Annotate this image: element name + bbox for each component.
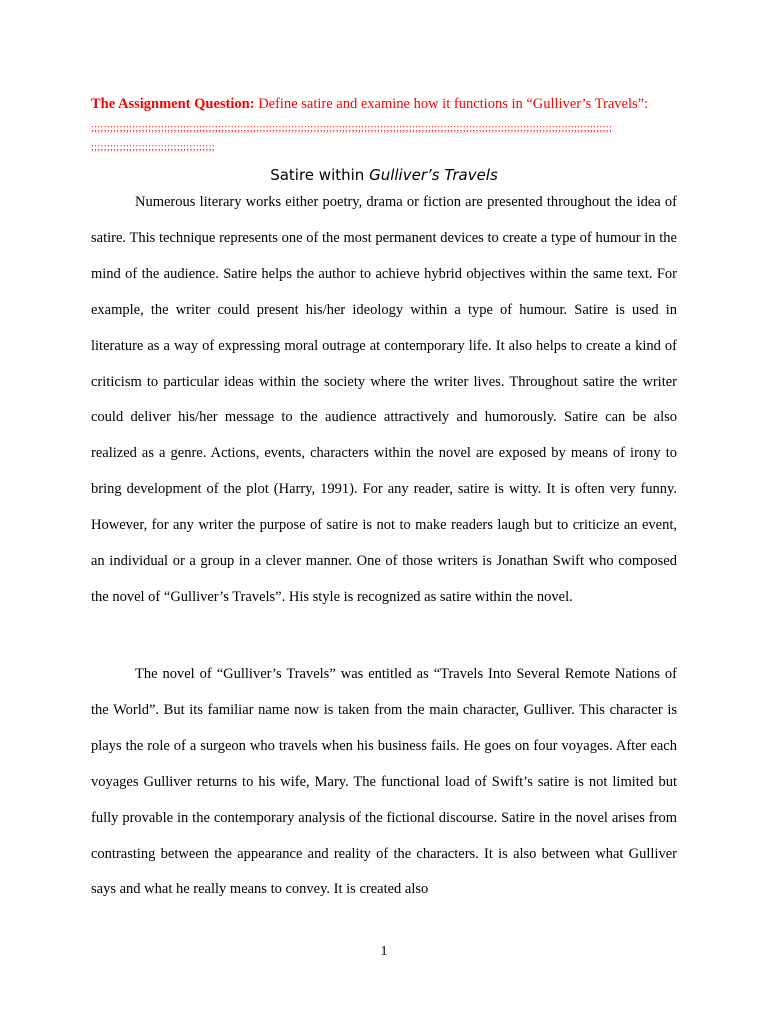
section-heading (0, 165, 768, 185)
assignment-question (91, 95, 681, 113)
page-number: 1 (380, 944, 388, 959)
body-paragraph-1: Numerous literary works either poetry, drama or fiction are presented throughout the idea of satire. This technique represents one of the most permanent devices to create a type of humour in the mind of the audience. Satire helps the author to achieve hybrid objectives within the same text. For example, the writer could present his/her ideology within a type of humour. Satire is used in literature as a way of expressing moral outrage at contemporary life. It also helps to create a kind of criticism to particular ideas within the society where the writer lives. Throughout satire the writer could deliver his/her message to the audience attractively and humorously. Satire can be also realized as a genre. Actions, events, characters within the novel are exposed by means of irony to bring development of the plot (Harry, 1991). For any reader, satire is witty. It is often very funny. However, for any writer the purpose of satire is not to make readers laugh but to criticize an event, an individual or a group in a clever manner. One of those writers is Jonathan Swift who composed the novel of “Gulliver’s Travels”. His style is recognized as satire within the novel. (91, 194, 677, 605)
section-heading-title: Gulliver’s Travels (369, 166, 498, 184)
separator-line-2: ;;;;;;;;;;;;;;;;;;;;;;;;;;;;;;;;;;;;;;; (91, 143, 215, 153)
section-heading-prefix: Satire within (270, 166, 370, 184)
separator-line-1: ;;;;;;;;;;;;;;;;;;;;;;;;;;;;;;;;;;;;;;;;;;;;;;;;;;;;;;;;;;;;;;;;;;;;;;;;;;;;;;;;;;;;;;;;;;;;;;;;;;;;;;;;;;;;;;;;;;;;;;;;;;;;;;;;;;;;;;;;;;;;;;;;;;;;;;;;;;;;;;;;;;;; (91, 124, 613, 134)
body-paragraph-2: The novel of “Gulliver’s Travels” was entitled as “Travels Into Several Remote Nations of the World”. But its familiar name now is taken from the main character, Gulliver. This character is plays the role of a surgeon who travels when his business fails. He goes on four voyages. After each voyages Gulliver returns to his wife, Mary. The functional load of Swift’s satire is not limited but fully provable in the contemporary analysis of the fictional discourse. Satire in the novel arises from contrasting between the appearance and reality of the characters. It is also between what Gulliver says and what he really means to convey. It is created also (91, 666, 677, 898)
assignment-question-text: Define satire and examine how it functions in “Gulliver’s Travels”: (254, 96, 649, 112)
assignment-question-label: The Assignment Question: (91, 96, 255, 112)
